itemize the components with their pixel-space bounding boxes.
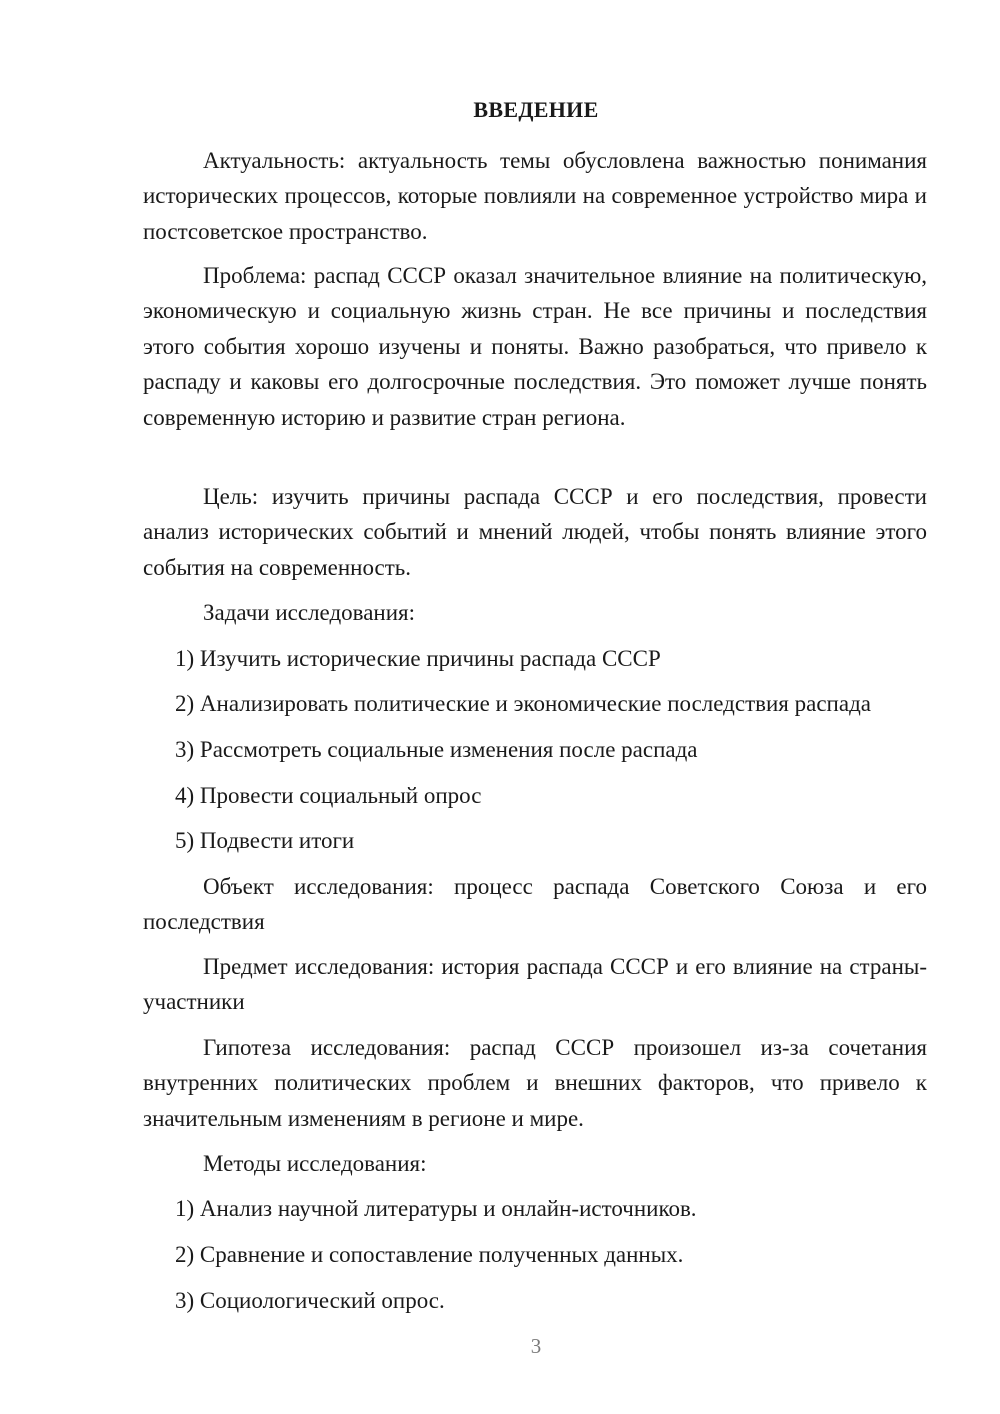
paragraph-hypothesis: Гипотеза исследования: распад СССР произошел из-за сочетания внутренних политических проблем и внешних факторов, что привело к значительным изменениям в регионе и мире. (143, 1035, 927, 1131)
list-item: 2) Сравнение и сопоставление полученных данных. (175, 1242, 684, 1267)
list-item: 3) Рассмотреть социальные изменения после распада (175, 737, 698, 762)
methods-heading: Методы исследования: (203, 1151, 427, 1176)
tasks-heading: Задачи исследования: (203, 600, 416, 625)
list-item: 1) Анализ научной литературы и онлайн-источников. (175, 1196, 697, 1221)
page-number: 3 (530, 1334, 542, 1358)
paragraph-subject: Предмет исследования: история распада СССР и его влияние на страны-участники (143, 954, 927, 1015)
list-item: 5) Подвести итоги (175, 828, 355, 853)
paragraph-goal: Цель: изучить причины распада СССР и его последствия, провести анализ исторических событий и мнений людей, чтобы понять влияние этого события на современность. (143, 484, 927, 580)
page-title: ВВЕДЕНИЕ (473, 97, 599, 122)
paragraph-problem: Проблема: распад СССР оказал значительное влияние на политическую, экономическую и социальную жизнь стран. Не все причины и последствия этого события хорошо изучены и поняты. Важно разобраться, что привело к распаду и каковы его долгосрочные последствия. Это поможет лучше понять современную историю и развитие стран региона. (143, 263, 927, 430)
paragraph-object: Объект исследования: процесс распада Советского Союза и его последствия (143, 874, 927, 935)
list-item: 4) Провести социальный опрос (175, 783, 482, 808)
list-item: 2) Анализировать политические и экономические последствия распада (175, 691, 871, 716)
list-item: 1) Изучить исторические причины распада СССР (175, 646, 661, 671)
paragraph-relevance: Актуальность: актуальность темы обусловлена важностью понимания исторических процессов, которые повлияли на современное устройство мира и постсоветское пространство. (143, 148, 927, 244)
list-item: 3) Социологический опрос. (175, 1288, 445, 1313)
